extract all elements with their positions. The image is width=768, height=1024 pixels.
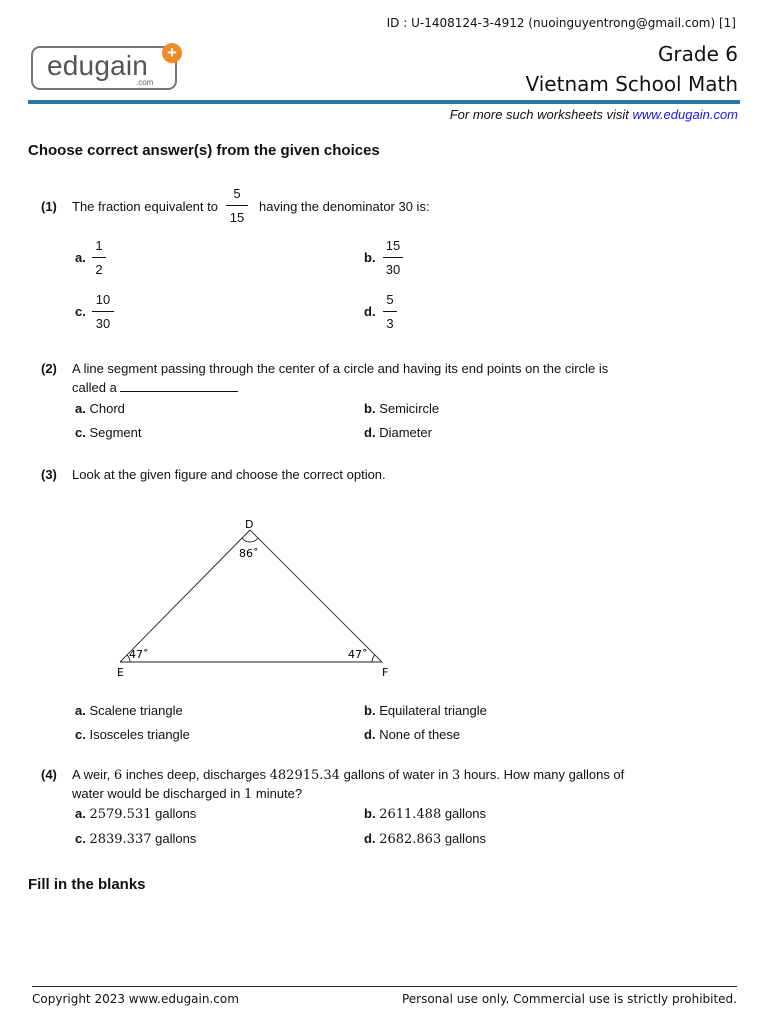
fraction-denominator: 30 [95,316,111,331]
question-text: called a [72,380,117,395]
option-label: b. [364,250,376,265]
worksheet-id: ID : U-1408124-3-4912 (nuoinguyentrong@gmail.com) [1] [386,16,736,30]
option-d-fraction[interactable] [383,292,397,332]
option-label: d. [364,304,376,319]
option-a[interactable]: a. 2579.531 gallons [75,806,197,822]
fraction-denominator: 15 [229,210,245,225]
question-text: The fraction equivalent to [72,199,218,214]
vertex-label-d: D [245,518,254,531]
fraction-denominator: 30 [385,262,401,277]
side-de [120,530,250,662]
plus-icon: + [162,43,182,63]
edugain-link[interactable]: www.edugain.com [632,107,738,122]
question-text: having the denominator 30 is: [259,199,430,214]
option-b[interactable]: b. Equilateral triangle [364,703,487,718]
fraction [226,186,248,226]
edugain-logo[interactable] [31,46,177,90]
question-number: (4) [41,767,57,782]
angle-arc-f [372,655,375,662]
question-number: (3) [41,467,57,482]
section-heading-choose: Choose correct answer(s) from the given choices [28,142,380,159]
option-b[interactable]: b. Semicircle [364,401,440,416]
angle-label-d: 86˚ [239,547,259,560]
option-c[interactable]: c. 2839.337 gallons [75,831,197,847]
angle-label-f: 47˚ [348,648,368,661]
option-a[interactable]: a. Scalene triangle [75,703,183,718]
option-c[interactable]: c. Segment [75,425,142,440]
visit-prefix: For more such worksheets visit [449,107,633,122]
fraction-numerator: 10 [95,292,111,307]
question-number: (1) [41,199,57,214]
option-a-fraction[interactable] [92,238,106,278]
logo-com: .com [136,78,154,87]
fraction-denominator: 3 [386,316,394,331]
option-label: a. [75,250,86,265]
option-d[interactable]: d. 2682.863 gallons [364,831,487,847]
question-text: Look at the given figure and choose the correct option. [72,467,386,482]
question-text-line2: water would be discharged in 1 minute? [72,786,303,802]
side-df [250,530,382,662]
answer-blank [120,379,238,392]
fraction-bar [92,257,106,258]
fraction-denominator: 2 [95,262,103,277]
option-c-fraction[interactable] [92,292,114,332]
fraction-numerator: 5 [386,292,394,307]
option-d[interactable]: d. Diameter [364,425,432,440]
angle-arc-d [242,538,258,542]
header-divider [28,100,740,104]
option-a[interactable]: a. Chord [75,401,125,416]
question-text: A line segment passing through the center of a circle and having its end points on the circle is [72,361,609,376]
question-text: A weir, 6 inches deep, discharges 482915.34 gallons of water in 3 hours. How many gallons of [72,767,625,783]
option-c[interactable]: c. Isosceles triangle [75,727,190,742]
fraction-numerator: 1 [95,238,103,253]
section-heading-fill: Fill in the blanks [28,876,146,893]
visit-line [450,107,738,122]
school-title: Vietnam School Math [525,72,738,96]
fraction-bar [92,311,114,312]
option-b[interactable]: b. 2611.488 gallons [364,806,487,822]
logo-wordmark: edugain [47,50,149,81]
fraction-bar [226,205,248,206]
question-number: (2) [41,361,57,376]
triangle-figure [110,510,400,682]
fraction-bar [383,311,397,312]
footer-notice: Personal use only. Commercial use is strictly prohibited. [401,992,737,1006]
footer-divider [32,986,737,987]
fraction-numerator: 15 [385,238,401,253]
grade-title: Grade 6 [657,42,738,66]
angle-label-e: 47˚ [129,648,149,661]
option-d[interactable]: d. None of these [364,727,461,742]
footer-copyright: Copyright 2023 www.edugain.com [32,992,239,1006]
vertex-label-e: E [117,666,124,679]
option-label: c. [75,304,86,319]
question-text-line2 [72,378,238,397]
fraction-bar [383,257,403,258]
option-b-fraction[interactable] [383,238,403,278]
vertex-label-f: F [382,666,389,679]
fraction-numerator: 5 [233,186,241,201]
